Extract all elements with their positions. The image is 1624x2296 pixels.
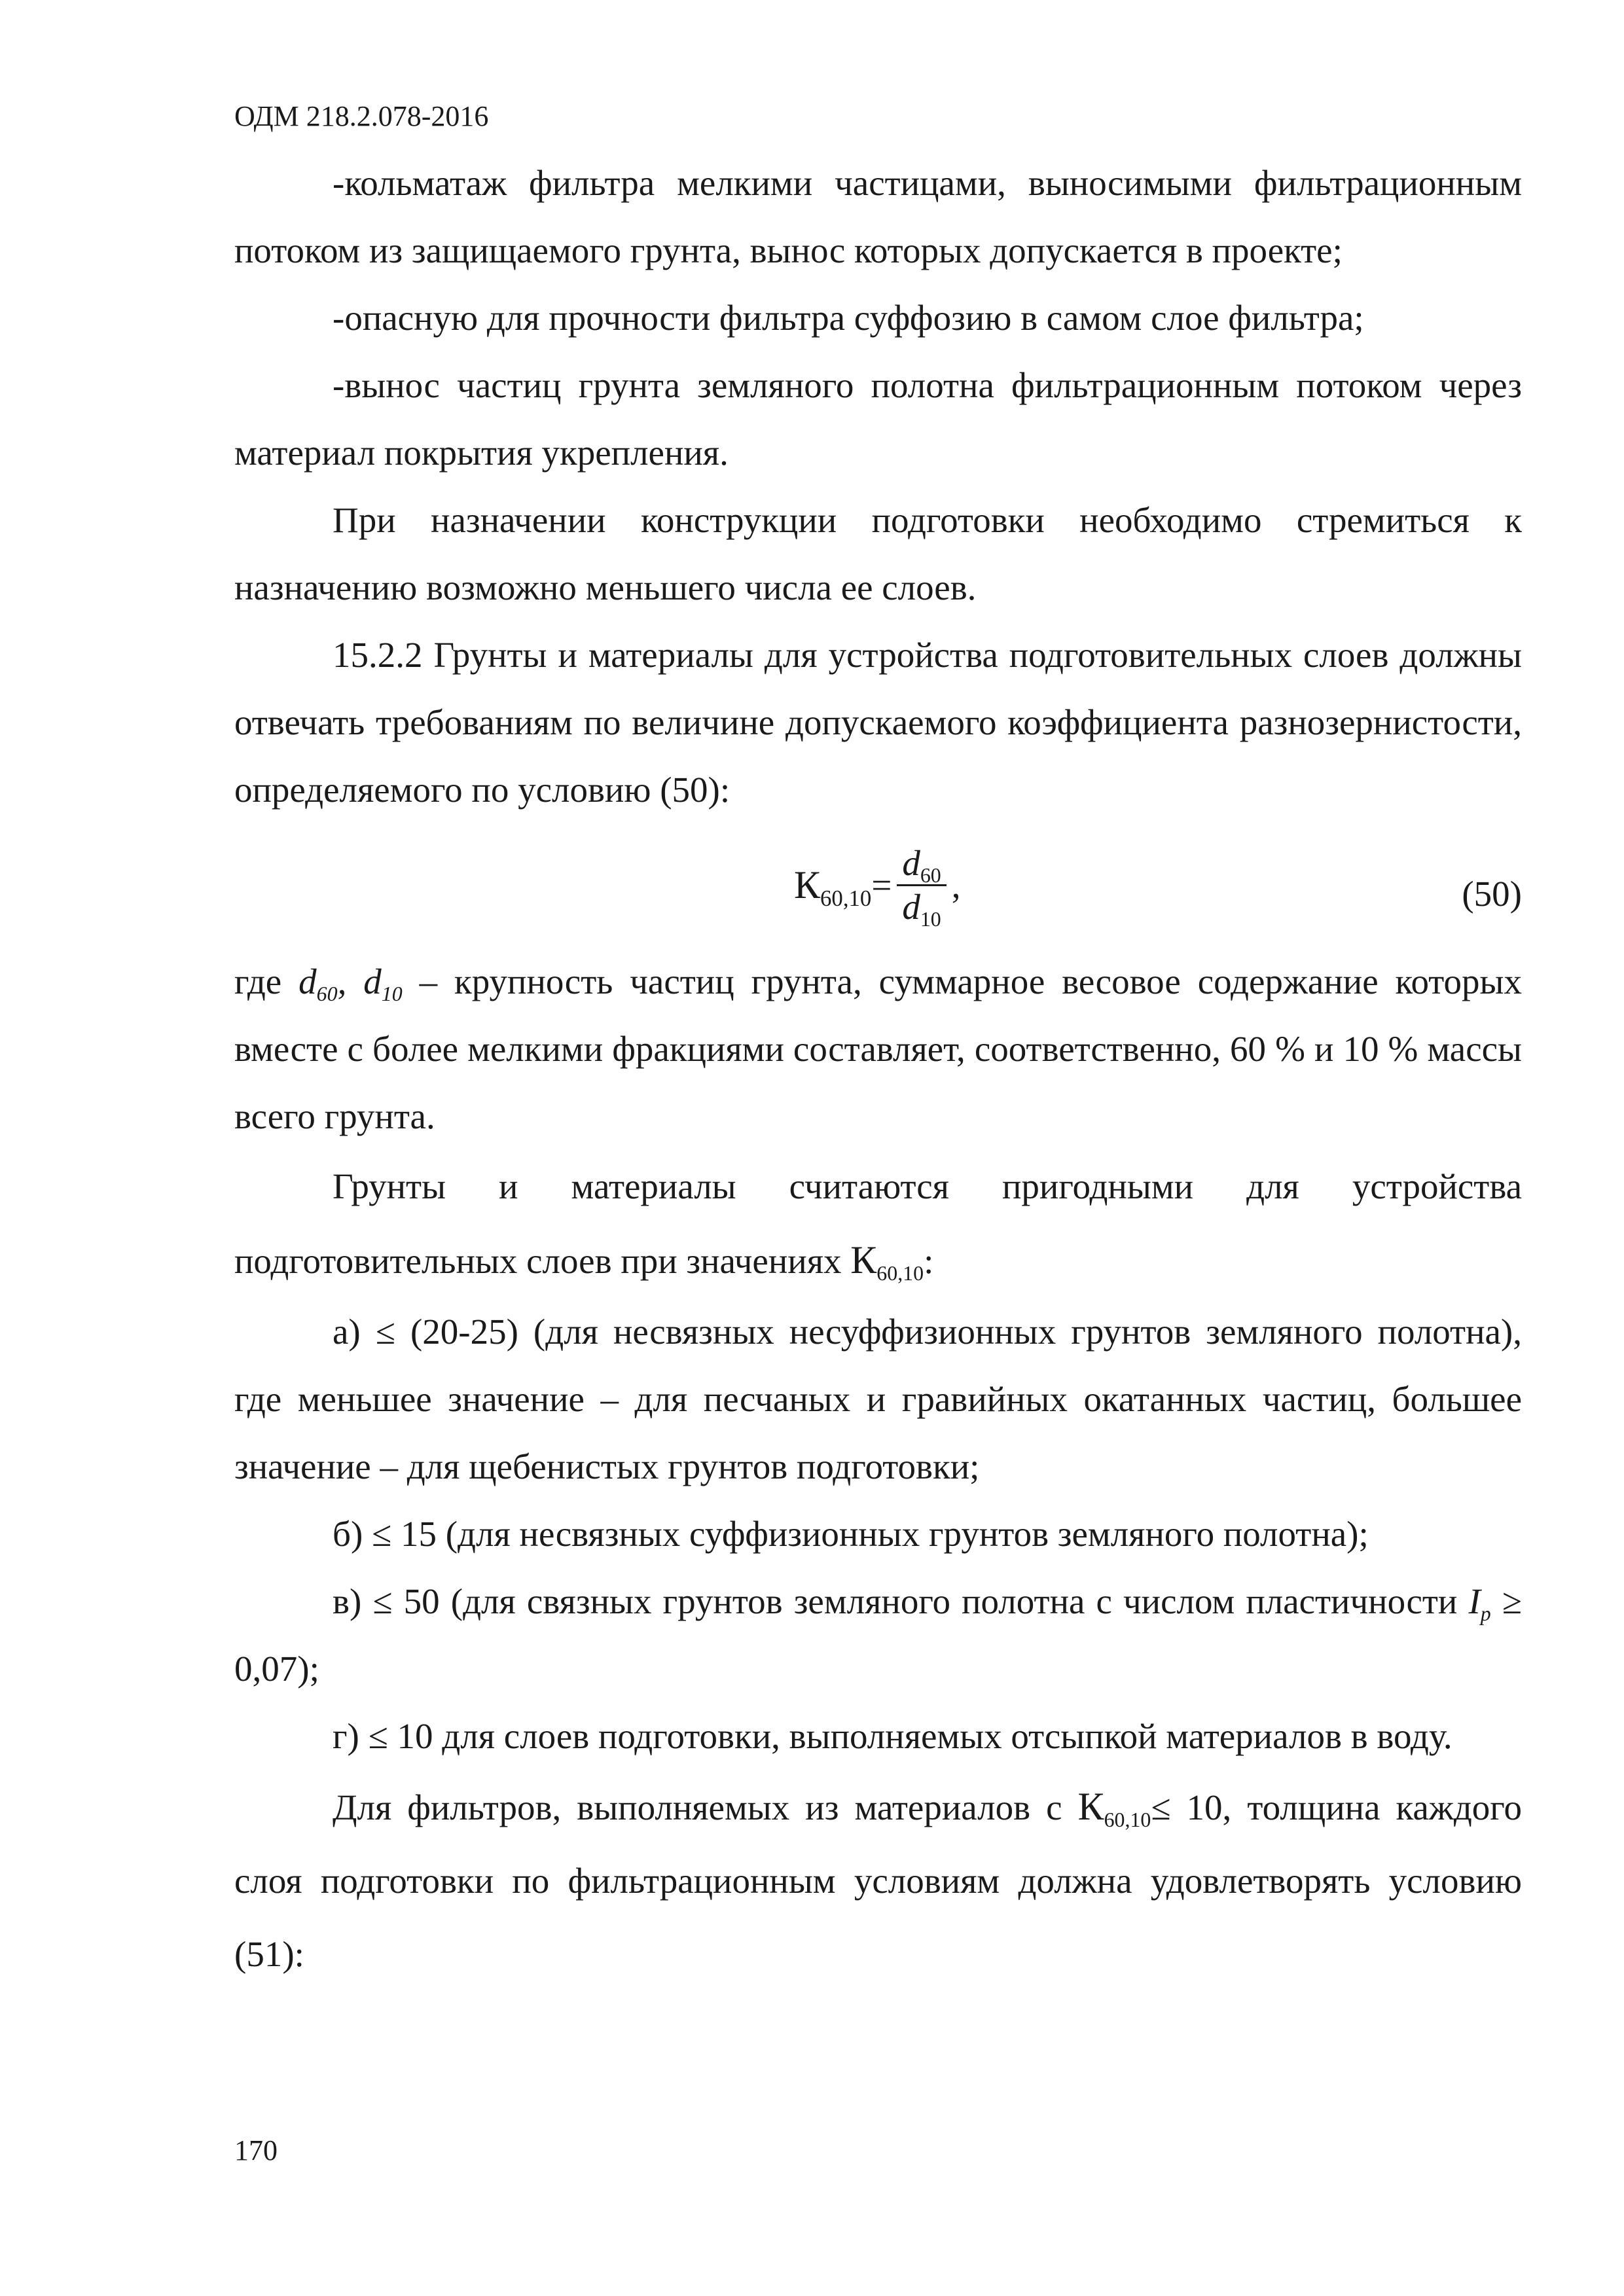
paragraph-particle-removal: -вынос частиц грунта земляного полотна фильтрационным потоком через материал покрытия укрепления. — [234, 365, 1522, 473]
paragraph-15-2-2: 15.2.2 Грунты и материалы для устройства подготовительных слоев должны отвечать требованиям по величине допускаемого коэффициента разнозернистости, определяемого по условию (50): — [234, 635, 1522, 810]
formula-trailing-comma: , — [951, 865, 961, 905]
page-body — [234, 149, 1522, 1991]
equation-number: (50) — [1462, 874, 1522, 914]
list-item-a: а) ≤ (20-25) (для несвязных несуффизионных грунтов земляного полотна), где меньшее значение – для песчаных и гравийных окатанных частиц, большее значение – для щебенистых грунтов подготовки; — [234, 1312, 1522, 1486]
formula-equals: = — [871, 865, 892, 905]
list-item-g: г) ≤ 10 для слоев подготовки, выполняемых отсыпкой материалов в воду. — [333, 1716, 1453, 1756]
page-number: 170 — [234, 2134, 278, 2166]
paragraph-filter-thickness: Для фильтров, выполняемых из материалов с $К_{60,10}\le 10$, толщина каждого слоя подготовки по фильтрационным условиям должна удовлетворять условию (51): — [234, 1785, 1522, 1974]
fraction-denominator: $d_{10}$ — [902, 886, 941, 931]
paragraph-layer-count: При назначении конструкции подготовки необходимо стремиться к назначению возможно меньшего числа ее слоев. — [234, 500, 1522, 607]
paragraph-colmatage: -кольматаж фильтра мелкими частицами, выносимыми фильтрационным потоком из защищаемого грунта, вынос которых допускается в проекте; — [234, 163, 1522, 270]
paragraph-suffosion: -опасную для прочности фильтра суффозию в самом слое фильтра; — [333, 298, 1364, 338]
formula-lhs: $К_{60,10}$ — [794, 863, 872, 911]
list-item-b: б) ≤ 15 (для несвязных суффизионных грунтов земляного полотна); — [333, 1514, 1369, 1554]
document-code-header: ОДМ 218.2.078-2016 — [234, 100, 489, 132]
paragraph-definitions: где $d_{60}$, $d_{10}$ – крупность частиц грунта, суммарное весовое содержание которых вместе с более мелкими фракциями составляет, соответственно, 60 % и 10 % массы всего грунта. — [234, 961, 1523, 1136]
fraction-numerator: $d_{60}$ — [902, 842, 941, 887]
paragraph-suitability: Грунты и материалы считаются пригодными для устройства подготовительных слоев при значениях $К_{60,10}$: — [234, 1166, 1522, 1285]
list-item-v: в) ≤ 50 (для связных грунтов земляного полотна с числом пластичности $I_p \ge 0,07$); — [234, 1581, 1522, 1689]
formula-50 — [234, 827, 1522, 942]
formula-50-expression — [794, 827, 961, 942]
formula-fraction — [897, 842, 946, 931]
